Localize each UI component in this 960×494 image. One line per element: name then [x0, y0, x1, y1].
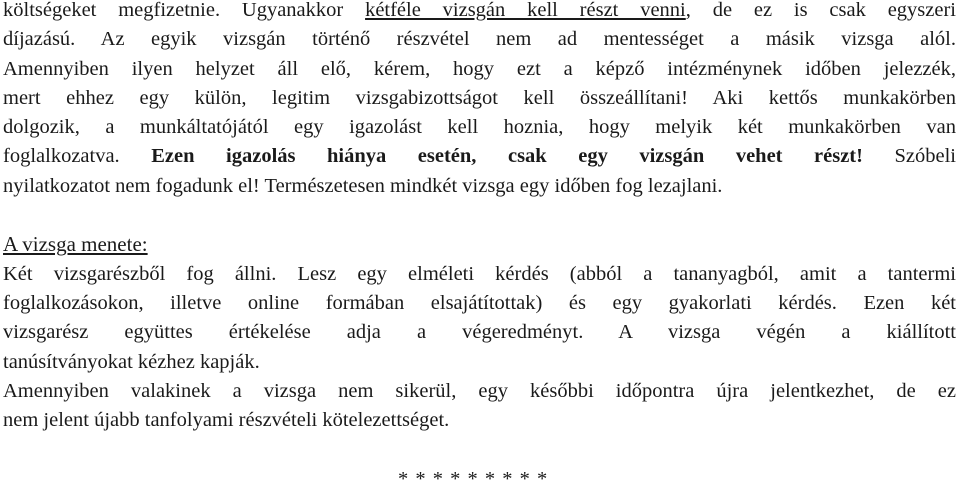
section-heading-line	[3, 230, 956, 259]
blank-line	[3, 201, 956, 230]
text-line: tanúsítványokat kézhez kapják.	[3, 350, 260, 373]
blank-line	[3, 435, 956, 464]
text-line: Amennyiben valakinek a vizsga nem sikerül, egy későbbi időpontra újra jelentkezhet, de ez	[3, 379, 956, 402]
text-span: foglalkozatva.	[3, 145, 152, 168]
text-line	[3, 0, 956, 25]
text-line: mert ehhez egy külön, legitim vizsgabizottságot kell összeállítani! Aki kettős munkakörben	[3, 86, 956, 109]
paragraph-exam-fees	[3, 0, 956, 201]
underlined-text: kétféle vizsgán kell részt venni	[365, 0, 686, 21]
separator-stars: * * * * * * * * *	[398, 467, 549, 490]
text-line: nyilatkozatot nem fogadunk el! Természetesen mindkét vizsga egy időben fog lezajlani.	[3, 174, 723, 197]
text-span: költségeket megfizetnie. Ugyanakkor	[3, 0, 366, 21]
document-page	[3, 0, 956, 494]
text-line: nem jelent újabb tanfolyami részvételi kötelezettséget.	[3, 409, 450, 432]
section-heading: A vizsga menete:	[3, 232, 148, 257]
text-line: Amennyiben ilyen helyzet áll elő, kérem, hogy ezt a képző intézménynek időben jelezzék,	[3, 57, 956, 80]
text-span: Szóbeli	[862, 145, 956, 168]
paragraph-exam-process	[3, 260, 956, 377]
text-line: díjazású. Az egyik vizsgán történő részvétel nem ad mentességet a másik vizsga alól.	[3, 28, 956, 51]
paragraph-retake	[3, 377, 956, 436]
text-span: , de ez is csak egyszeri	[685, 0, 956, 21]
text-line	[3, 142, 956, 171]
text-line: dolgozik, a munkáltatójától egy igazolást kell hoznia, hogy melyik két munkakörben van	[3, 116, 956, 139]
bold-warning-text: Ezen igazolás hiánya esetén, csak egy vizsgán vehet részt!	[151, 145, 863, 168]
text-line: foglalkozásokon, illetve online formában elsajátítottak) és egy gyakorlati kérdés. Ezen két	[3, 291, 956, 314]
text-line: vizsgarész együttes értékelése adja a végeredményt. A vizsga végén a kiállított	[3, 321, 956, 344]
text-line: Két vizsgarészből fog állni. Lesz egy elméleti kérdés (abból a tananyagból, amit a tantermi	[3, 262, 956, 285]
